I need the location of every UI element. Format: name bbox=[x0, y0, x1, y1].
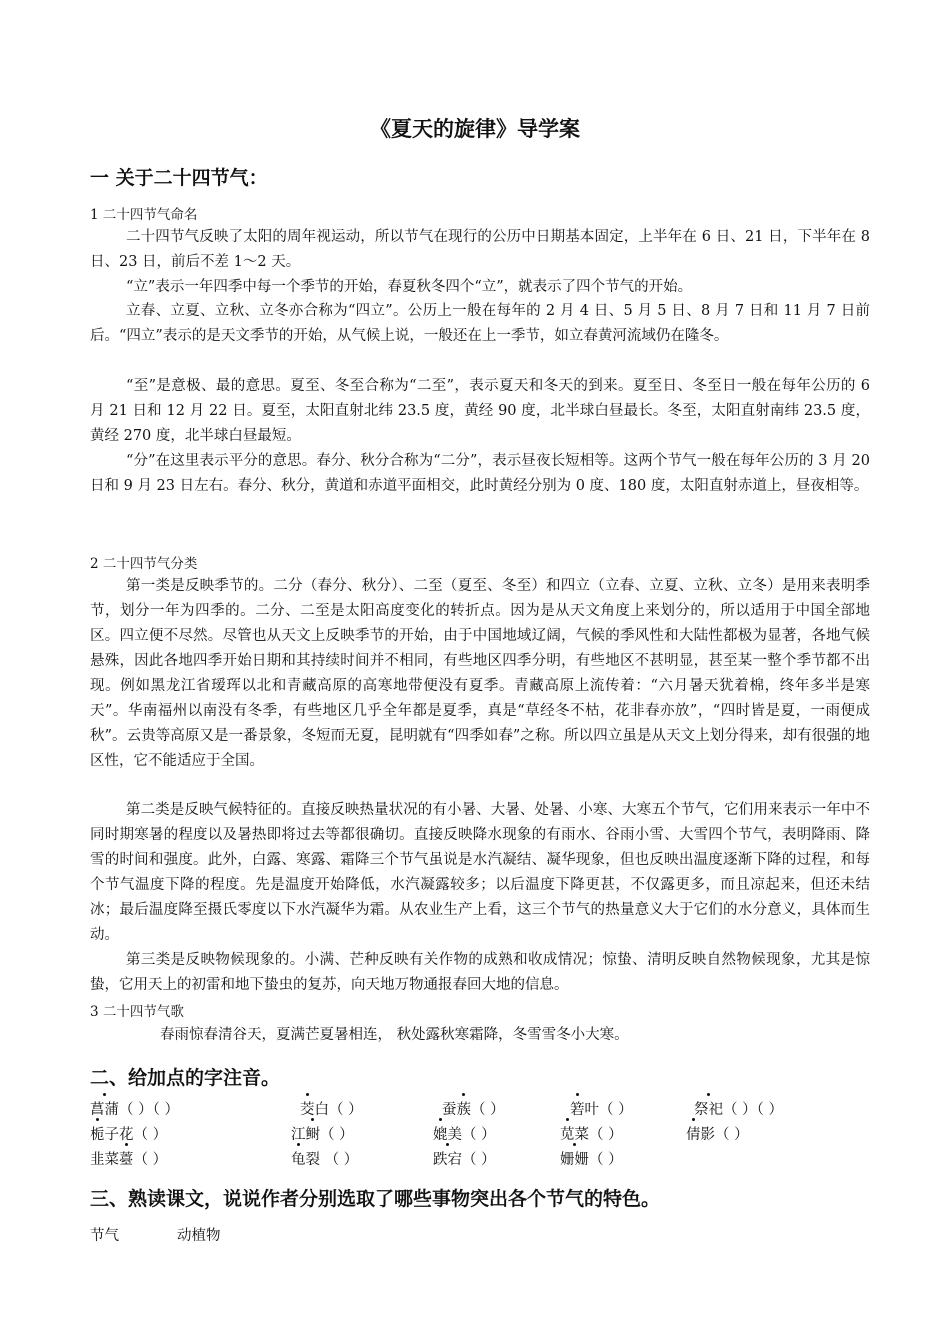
paragraph-naming-1: 二十四节气反映了太阳的周年视运动，所以节气在现行的公历中日期基本固定，上半年在 6 日、21 日，下半年在 8 日、23 日，前后不差 1～2 天。 bbox=[90, 229, 870, 270]
paragraph-naming-2: “立”表示一年四季中每一个季节的开始，春夏秋冬四个“立”，就表示了四个节气的开始。 bbox=[126, 279, 693, 295]
subheading-song: 3 二十四节气歌 bbox=[90, 1004, 184, 1020]
solar-terms-song: 春雨惊春清谷天，夏满芒夏暑相连， 秋处露秋寒霜降，冬雪雪冬小大寒。 bbox=[160, 1027, 629, 1043]
pinyin-item: 龟裂 （ ） bbox=[291, 1148, 358, 1172]
pinyin-item: 江鲥（ ） bbox=[291, 1123, 354, 1147]
pinyin-item: 跌宕（ ） bbox=[433, 1148, 496, 1172]
pinyin-row-3 bbox=[90, 1148, 890, 1172]
paragraph-naming-3: 立春、立夏、立秋、立冬亦合称为“四立”。公历上一般在每年的 2 月 4 日、5 月 5 日、8 月 7 日和 11 月 7 日前后。“四立”表示的是天文季节的开始，从气候上说，一般还在上一季节，如立春黄河流域仍在隆冬。 bbox=[90, 303, 870, 344]
paragraph-naming-4: “至”是意极、最的意思。夏至、冬至合称为“二至”，表示夏天和冬天的到来。夏至日、冬至日一般在每年公历的 6 月 21 日和 12 月 22 日。夏至，太阳直射北纬 23.5 度，黄经 90 度，北半球白昼最长。冬至，太阳直射南纬 23.5 度，黄经 270 度，北半球白昼最短。 bbox=[90, 378, 870, 444]
paragraph-class-3: 第三类是反映物候现象的。小满、芒种反映有关作物的成熟和收成情况；惊蛰、清明反映自然物候现象，尤其是惊蛰，它用天上的初雷和地下蛰虫的复苏，向天地万物通报春回大地的信息。 bbox=[90, 952, 870, 993]
pinyin-row-1 bbox=[90, 1098, 890, 1122]
pinyin-item: 姗姗（ ） bbox=[560, 1148, 623, 1172]
page-title: 《夏天的旋律》导学案 bbox=[370, 116, 580, 141]
pinyin-item: 栀子花（ ） bbox=[90, 1123, 167, 1147]
column-label-flora-fauna: 动植物 bbox=[177, 1228, 221, 1244]
pinyin-item: 韭菜薹（ ） bbox=[90, 1148, 167, 1172]
section-2-heading: 二、给加点的字注音。 bbox=[90, 1067, 281, 1089]
column-label-term: 节气 bbox=[90, 1228, 119, 1244]
pinyin-item: 菖蒲（ ）（ ） bbox=[90, 1098, 179, 1122]
pinyin-item: 媲美（ ） bbox=[433, 1123, 496, 1147]
section-3-heading: 三、熟读课文，说说作者分别选取了哪些事物突出各个节气的特色。 bbox=[90, 1188, 661, 1210]
subheading-naming: 1 二十四节气命名 bbox=[90, 207, 198, 223]
pinyin-item: 茭白（ ） bbox=[300, 1098, 363, 1122]
subheading-classification: 2 二十四节气分类 bbox=[90, 556, 198, 572]
paragraph-class-1: 第一类是反映季节的。二分（春分、秋分）、二至（夏至、冬至）和四立（立春、立夏、立秋、立冬）是用来表明季节，划分一年为四季的。二分、二至是太阳高度变化的转折点。因为是从天文角度上来划分的，所以适用于中国全部地区。四立便不尽然。尽管也从天文上反映季节的开始，由于中国地域辽阔，气候的季风性和大陆性都极为显著，各地气候悬殊，因此各地四季开始日期和其持续时间并不相同，有些地区四季分明，有些地区不甚明显，甚至某一整个季节都不出现。例如黑龙江省瑷珲以北和青藏高原的高寒地带便没有夏季。青藏高原上流传着：“六月暑天犹着棉，终年多半是寒天”。华南福州以南没有冬季，有些地区几乎全年都是夏季，真是“草经冬不枯，花非春亦放”，“四时皆是夏，一雨便成秋”。云贵等高原又是一番景象，冬短而无夏，昆明就有“四季如春”之称。所以四立虽是从天文上划分得来，却有很强的地区性，它不能适应于全国。 bbox=[90, 578, 870, 769]
paragraph-naming-5: “分”在这里表示平分的意思。春分、秋分合称为“二分”，表示昼夜长短相等。这两个节气一般在每年公历的 3 月 20 日和 9 月 23 日左右。春分、秋分，黄道和赤道平面相交，此时黄经分别为 0 度、180 度，太阳直射赤道上，昼夜相等。 bbox=[90, 453, 870, 494]
pinyin-item: 倩影（ ） bbox=[686, 1123, 749, 1147]
pinyin-item: 箬叶（ ） bbox=[570, 1098, 633, 1122]
pinyin-item: 祭祀（ ）（ ） bbox=[694, 1098, 783, 1122]
pinyin-item: 苋菜（ ） bbox=[560, 1123, 623, 1147]
pinyin-item: 蚕蔟（ ） bbox=[442, 1098, 505, 1122]
paragraph-class-2: 第二类是反映气候特征的。直接反映热量状况的有小暑、大暑、处暑、小寒、大寒五个节气，它们用来表示一年中不同时期寒暑的程度以及暑热即将过去等都很确切。直接反映降水现象的有雨水、谷雨小雪、大雪四个节气，表明降雨、降雪的时间和强度。此外，白露、寒露、霜降三个节气虽说是水汽凝结、凝华现象，但也反映出温度逐渐下降的过程，和每个节气温度下降的程度。先是温度开始降低，水汽凝露较多；以后温度下降更甚，不仅露更多，而且凉起来，但还未结冰；最后温度降至摄氏零度以下水汽凝华为霜。从农业生产上看，这三个节气的热量意义大于它们的水分意义，具体而生动。 bbox=[90, 802, 870, 943]
pinyin-row-2 bbox=[90, 1123, 890, 1147]
section-1-heading: 一 关于二十四节气： bbox=[90, 167, 268, 189]
